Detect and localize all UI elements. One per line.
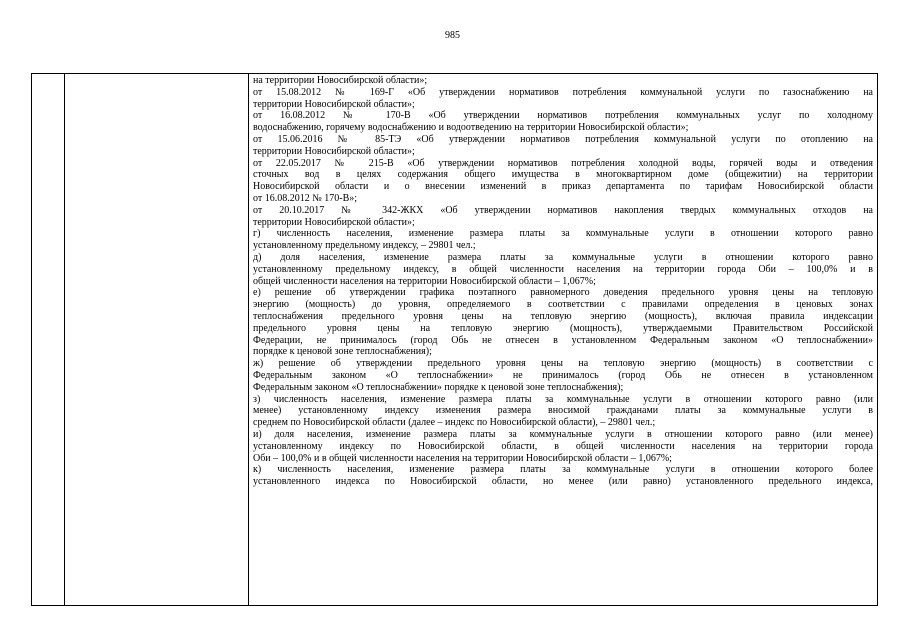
text-line: водоснабжению, горячему водоснабжению и водоотведению на территории Новосибирской области»; bbox=[253, 122, 689, 134]
text-line: территории Новосибирской области»; bbox=[253, 145, 415, 157]
text-line: порядке к ценовой зоне теплоснабжения); bbox=[253, 346, 432, 358]
text-line: к) численность населения, изменение размера платы за коммунальные услуги в отношении которого более bbox=[253, 464, 873, 476]
table-column-name bbox=[65, 74, 249, 605]
text-line: от 20.10.2017 № 342-ЖКХ «Об утверждении нормативов накопления твердых коммунальных отходов на bbox=[253, 204, 873, 216]
text-line: от 16.08.2012 № 170-В «Об утверждении нормативов потребления коммунальных услуг по холодному bbox=[253, 110, 873, 122]
table-column-number bbox=[32, 74, 65, 605]
text-line: территории Новосибирской области»; bbox=[253, 98, 415, 110]
text-line: теплоснабжения предельного уровня цены на тепловую энергию (мощность), включая правила индексации bbox=[253, 310, 873, 322]
text-line: менее) установленному индексу изменения размера вносимой гражданами платы за коммунальные услуги в bbox=[253, 405, 873, 417]
document-table bbox=[31, 73, 878, 606]
page-number: 985 bbox=[445, 30, 460, 41]
text-line: Федерации, не принималось (город Обь не отнесен в установленном Федеральным законом «О теплоснабжении» bbox=[253, 334, 873, 346]
text-line: ж) решение об утверждении предельного уровня цены на тепловую энергию (мощность) в соответствии с bbox=[253, 358, 873, 370]
text-line: установленному индексу по Новосибирской области, в общей численности населения на территории города bbox=[253, 440, 873, 452]
text-line: территории Новосибирской области»; bbox=[253, 216, 415, 228]
text-line: з) численность населения, изменение размера платы за коммунальные услуги в отношении которого равно (или bbox=[253, 393, 873, 405]
text-line: е) решение об утверждении графика поэтапного равномерного доведения предельного уровня цены на тепловую bbox=[253, 287, 873, 299]
text-line: от 15.08.2012 № 169-Г «Об утверждении нормативов потребления коммунальной услуги по газоснабжению на bbox=[253, 86, 873, 98]
text-line: сточных вод в целях содержания общего имущества в многоквартирном доме (общежитии) на территории bbox=[253, 169, 873, 181]
text-line: Федеральным законом «О теплоснабжении» порядке к ценовой зоне теплоснабжения); bbox=[253, 381, 624, 393]
text-line: Новосибирской области и о внесении изменений в приказ департамента по тарифам Новосибирской области bbox=[253, 181, 873, 193]
text-line: Федеральным законом «О теплоснабжении» не принималось (город Обь не отнесен в установленном bbox=[253, 369, 873, 381]
text-line: установленному предельному индексу, в общей численности населения на территории города Оби – 100,0% и в bbox=[253, 263, 873, 275]
text-line: и) доля населения, изменение размера платы за коммунальные услуги в отношении которого равно (или менее) bbox=[253, 428, 873, 440]
text-line: д) доля населения, изменение размера платы за коммунальные услуги в отношении которого равно bbox=[253, 251, 873, 263]
text-line: от 16.08.2012 № 170-В»; bbox=[253, 192, 358, 204]
text-line: от 22.05.2017 № 215-В «Об утверждении нормативов потребления холодной воды, горячей воды и отведения bbox=[253, 157, 873, 169]
text-line: среднем по Новосибирской области (далее – индекс по Новосибирской области), – 29801 чел.; bbox=[253, 417, 656, 429]
text-line: установленному предельному индексу, – 29801 чел.; bbox=[253, 240, 476, 252]
text-line: установленного индекса по Новосибирской области, но менее (или равно) установленного предельного индекса, bbox=[253, 476, 873, 488]
text-line: энергию (мощность) до уровня, определяемого в соответствии с правилами определения в ценовых зонах bbox=[253, 299, 873, 311]
text-line: на территории Новосибирской области»; bbox=[253, 75, 428, 86]
table-column-content bbox=[249, 74, 877, 605]
text-line: г) численность населения, изменение размера платы за коммунальные услуги в отношении которого равно bbox=[253, 228, 873, 240]
text-line: предельного уровня цены на тепловую энергию (мощность), утверждаемыми Правительством Российской bbox=[253, 322, 873, 334]
text-line: от 15.06.2016 № 85-ТЭ «Об утверждении нормативов потребления коммунальной услуги по отоплению на bbox=[253, 133, 873, 145]
text-line: общей численности населения на территории Новосибирской области – 1,067%; bbox=[253, 275, 596, 287]
text-line: Оби – 100,0% и в общей численности населения на территории Новосибирской области – 1,067%; bbox=[253, 452, 672, 464]
